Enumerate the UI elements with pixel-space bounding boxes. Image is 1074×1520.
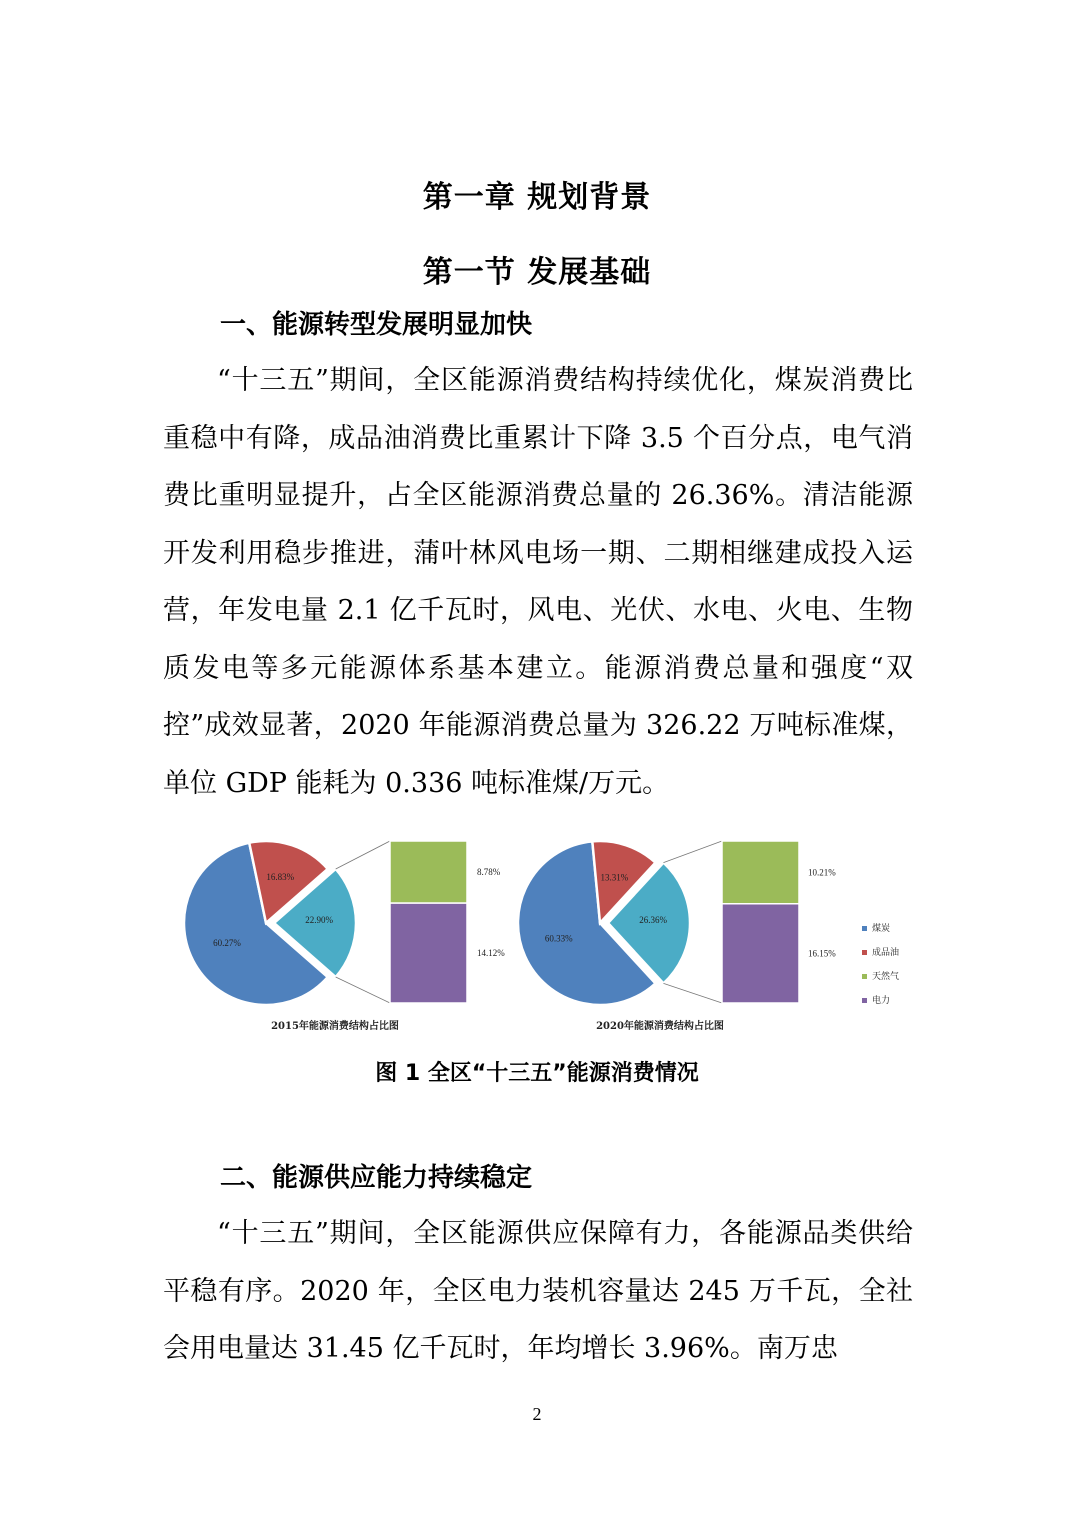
legend-swatch-coal [862,926,867,931]
slice-label-coal-2020: 60.33% [544,933,573,944]
energy-consumption-chart [170,833,930,1043]
connector-line-top-2020 [663,841,722,863]
connector-line-bottom-2015 [336,977,390,1003]
section-title: 第一节 发展基础 [422,255,652,290]
chart-2020 [518,841,836,1032]
bar-gas-2015 [390,841,467,903]
figure-caption: 图 1 全区“十三五”能源消费情况 [375,1061,699,1086]
chart-2015 [184,841,505,1032]
bar-power-2020 [722,904,799,1003]
legend-label-oil: 成品油 [872,948,900,958]
connector-line-top-2015 [336,841,390,869]
connector-line-bottom-2020 [663,983,722,1003]
legend-label-coal: 煤炭 [872,924,891,934]
legend-swatch-power [862,998,867,1003]
slice-label-clean-2020: 26.36% [639,915,667,925]
chapter-title: 第一章 规划背景 [422,180,652,215]
bar-power-2015 [390,903,467,1003]
subheading-energy-transition: 一、能源转型发展明显加快 [220,310,533,340]
paragraph-energy-supply: “十三五”期间，全区能源供应保障有力，各能源品类供给平稳有序。2020 年，全区电力装机容量达 245 万千瓦，全社会用电量达 31.45 亿千瓦时，年均增长 3.96%。南万忠 [163,1218,913,1364]
slice-label-oil-2015: 16.83% [266,872,295,883]
page-number: 2 [532,1404,542,1424]
slice-label-clean-2015: 22.90% [305,915,333,925]
slice-label-oil-2020: 13.31% [600,872,629,883]
bar-label-power-2020: 16.15% [808,948,836,959]
bar-label-gas-2015: 8.78% [477,867,501,878]
legend-label-power: 电力 [872,996,891,1006]
subheading-energy-supply: 二、能源供应能力持续稳定 [220,1163,533,1193]
legend-label-gas: 天然气 [872,972,900,982]
chart-title-2015: 2015年能源消费结构占比图 [271,1021,399,1032]
slice-label-coal-2015: 60.27% [213,937,241,948]
chart-legend [862,922,899,1006]
bar-label-gas-2020: 10.21% [808,867,836,878]
paragraph-energy-transition: “十三五”期间，全区能源消费结构持续优化，煤炭消费比重稳中有降，成品油消费比重累计下降 3.5 个百分点，电气消费比重明显提升，占全区能源消费总量的 26.36%。清洁能源开发利用稳步推进，蒲叶林风电场一期、二期相继建成投入运营，年发电量 2.1 亿千瓦时，风电、光伏、水电、火电、生物质发电等多元能源体系基本建立。能源消费总量和强度“双控”成效显著，2020 年能源消费总量为 326.22 万吨标准煤，单位 GDP 能耗为 0.336 吨标准煤/万元。 [163,365,913,799]
legend-swatch-gas [862,974,867,979]
bar-label-power-2015: 14.12% [477,948,505,959]
legend-swatch-oil [862,950,867,955]
chart-title-2020: 2020年能源消费结构占比图 [596,1021,724,1032]
bar-gas-2020 [722,841,799,904]
